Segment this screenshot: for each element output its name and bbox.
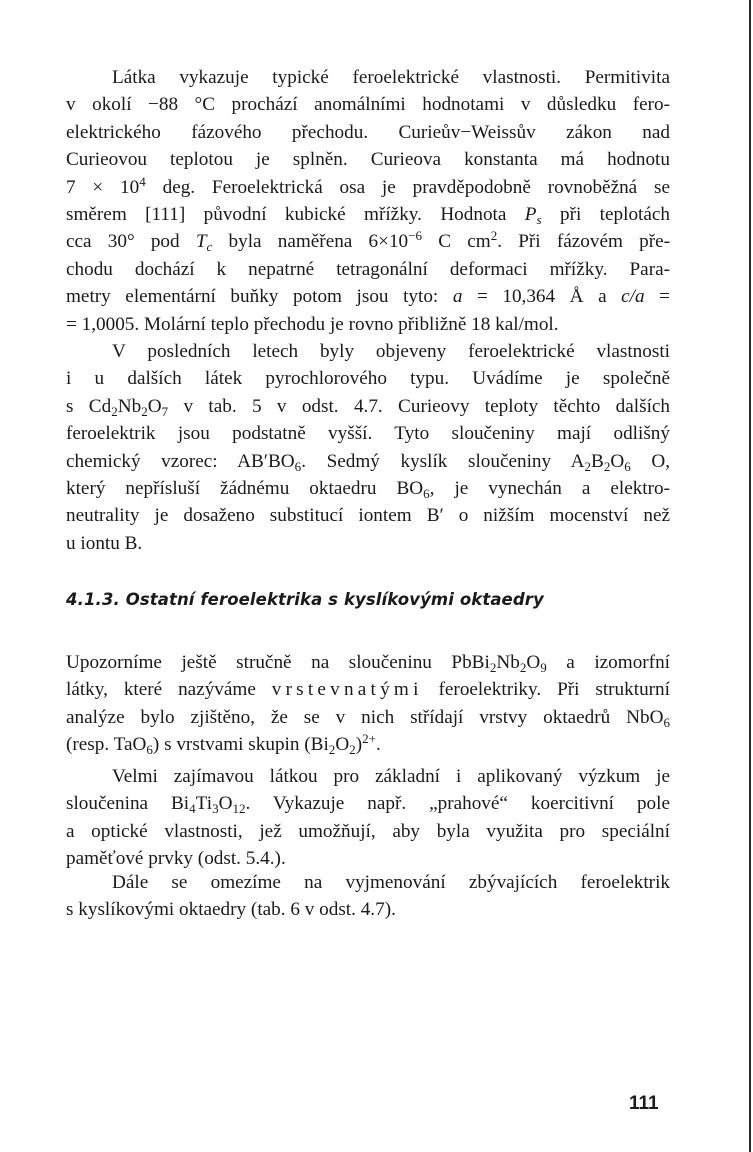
text-line: feroelektrik jsou podstatně vyšší. Tyto sloučeniny mají odlišný <box>66 423 670 445</box>
text-line: neutrality je dosaženo substitucí iontem B′ o nižším mocenství než <box>66 505 670 527</box>
text-line: analýze bylo zjištěno, že se v nich střídají vrstvy oktaedrů NbO$_6$ <box>66 706 670 730</box>
text-line: v okolí −88 °C prochází anomálními hodnotami v důsledku fero- <box>66 94 670 116</box>
text-line: chodu dochází k nepatrné tetragonální deformaci mřížky. Para- <box>66 258 670 280</box>
text-line: V posledních letech byly objeveny feroelektrické vlastnosti <box>112 341 670 362</box>
text-line: metry elementární buňky potom jsou tyto: a = 10,364 Å a c/a = <box>66 286 670 308</box>
text-line: látky, které nazýváme vrstevnatými feroelektriky. Při strukturní <box>66 679 670 701</box>
page-number: 111 <box>629 1093 659 1114</box>
text-line: $7 \times 10^4$ deg. Feroelektrická osa je pravděpodobně rovnoběžná se <box>66 173 671 198</box>
text-line: s $Cd_2Nb_2O_7$ v tab. 5 v odst. 4.7. Curieovy teploty těchto dalších <box>66 395 671 419</box>
text-line: cca 30° pod $T_c$ byla naměřena $6\times 10^{-6}$ C $cm^2$. Při fázovém pře- <box>66 228 670 255</box>
text-line: (resp. TaO$_6$) s vrstvami skupin $(Bi_2O_2)^{2+}$. <box>66 731 381 758</box>
text-line: sloučenina $Bi_4Ti_3O_{12}$. Vykazuje např. „prahové“ koercitivní pole <box>66 793 670 817</box>
text-line: s kyslíkovými oktaedry (tab. 6 v odst. 4.7). <box>66 899 396 921</box>
text-line: Látka vykazuje typické feroelektrické vlastnosti. Permitivita <box>112 67 670 88</box>
text-line: a optické vlastnosti, jež umožňují, aby byla využita pro speciální <box>66 820 670 842</box>
text-line: u iontu B. <box>66 532 143 554</box>
text-line: směrem [111] původní kubické mřížky. Hodnota $P_s$ při teplotách <box>66 204 670 227</box>
text-line: Curieovou teplotou je splněn. Curieova konstanta má hodnotu <box>66 149 670 171</box>
text-line: i u dalších látek pyrochlorového typu. Uvádíme je společně <box>66 368 670 390</box>
text-line: Dále se omezíme na vyjmenování zbývajících feroelektrik <box>112 872 670 893</box>
text-line: elektrického fázového přechodu. Curieův−Weissův zákon nad <box>66 121 670 143</box>
text-line: Velmi zajímavou látkou pro základní i aplikovaný výzkum je <box>112 766 670 787</box>
text-line: který nepřísluší žádnému oktaedru $BO_6$, je vynechán a elektro- <box>66 478 671 501</box>
text-line: chemický vzorec: $AB'BO_6$. Sedmý kyslík sloučeniny $A_2B_2O_6$ O, <box>66 450 671 474</box>
text-line: Upozorníme ještě stručně na sloučeninu $PbBi_2Nb_2O_9$ a izomorfní <box>66 652 670 675</box>
text-line: paměťové prvky (odst. 5.4.). <box>66 848 286 870</box>
section-heading: 4.1.3. Ostatní feroelektrika s kyslíkovými oktaedry <box>66 590 544 609</box>
emphasized-term: vrstevnatými <box>271 679 423 701</box>
page-edge-line <box>749 0 751 1152</box>
text-line: = 1,0005. Molární teplo přechodu je rovno přibližně 18 kal/mol. <box>66 313 559 335</box>
